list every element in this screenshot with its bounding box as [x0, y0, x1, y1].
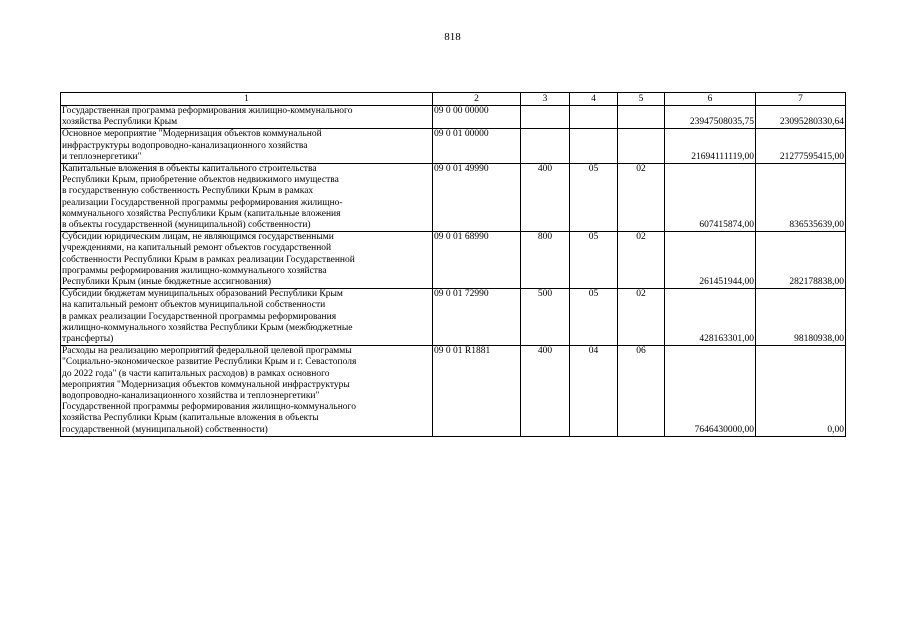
row-col7-cell: 282178838,00 [756, 232, 846, 289]
table-row [61, 164, 846, 232]
row-name-line: Государственная программа реформирования жилищно-коммунального [62, 106, 353, 116]
row-col7-cell: 21277595415,00 [756, 129, 846, 164]
row-name-cell [61, 346, 433, 437]
row-col3-cell: 800 [521, 232, 570, 289]
row-name-cell [61, 106, 433, 129]
row-code-cell: 09 0 00 00000 [433, 106, 521, 129]
page-number: 818 [444, 31, 461, 43]
row-col6-cell: 23947508035,75 [665, 106, 756, 129]
row-name-line: Капитальные вложения в объекты капитального строительства [62, 164, 317, 175]
row-col4-cell: 05 [570, 164, 618, 232]
row-col7-cell: 0,00 [756, 346, 846, 437]
row-name-line: государственной (муниципальной) собственности) [62, 424, 268, 435]
row-name-line: хозяйства Республики Крым [62, 117, 178, 128]
row-name-line: Республики Крым, приобретение объектов недвижимого имущества [62, 175, 339, 186]
row-col4-cell [570, 129, 618, 164]
row-code-cell: 09 0 01 00000 [433, 129, 521, 164]
header-cell: 1 [61, 93, 433, 106]
row-name-line: в рамках реализации Государственной программы реформирования [62, 311, 337, 322]
row-code-cell: 09 0 01 49990 [433, 164, 521, 232]
header-cell: 4 [570, 93, 618, 106]
row-col5-cell: 02 [618, 164, 665, 232]
row-name-line: хозяйства Республики Крым (капитальные вложения в объекты [62, 413, 319, 424]
row-name-cell [61, 129, 433, 164]
row-name-line: жилищно-коммунального хозяйства Республики Крым (межбюджетные [62, 322, 353, 333]
row-name-cell [61, 289, 433, 346]
row-col6-cell: 21694111119,00 [665, 129, 756, 164]
row-col5-cell [618, 129, 665, 164]
row-col4-cell: 04 [570, 346, 618, 437]
row-name-line: Основное мероприятие "Модернизация объектов коммунальной [62, 129, 322, 140]
row-code-cell: 09 0 01 R1881 [433, 346, 521, 437]
row-name-line: коммунального хозяйства Республики Крым (капитальные вложения [62, 208, 341, 219]
row-col3-cell [521, 129, 570, 164]
row-col3-cell: 400 [521, 164, 570, 232]
budget-table [60, 92, 846, 437]
row-col6-cell: 428163301,00 [665, 289, 756, 346]
row-col7-cell: 836535639,00 [756, 164, 846, 232]
row-col5-cell: 06 [618, 346, 665, 437]
row-col7-cell: 98180938,00 [756, 289, 846, 346]
row-col4-cell [570, 106, 618, 129]
header-cell: 6 [665, 93, 756, 106]
row-col6-cell: 261451944,00 [665, 232, 756, 289]
row-name-line: до 2022 года" (в части капитальных расходов) в рамках основного [62, 368, 330, 379]
table-header-row [61, 93, 846, 106]
row-name-line: мероприятия "Модернизация объектов коммунальной инфраструктуры [62, 379, 350, 390]
row-name-line: Государственной программы реформирования жилищно-коммунального [62, 402, 356, 413]
row-col5-cell: 02 [618, 289, 665, 346]
row-col3-cell: 500 [521, 289, 570, 346]
table-row [61, 346, 846, 437]
row-name-line: водопроводно-канализационного хозяйства и теплоэнергетики" [62, 391, 320, 402]
row-col4-cell: 05 [570, 289, 618, 346]
row-code-cell: 09 0 01 72990 [433, 289, 521, 346]
header-cell: 2 [433, 93, 521, 106]
table-row [61, 106, 846, 129]
table-row [61, 289, 846, 346]
row-code-cell: 09 0 01 68990 [433, 232, 521, 289]
row-name-line: учреждениями, на капитальный ремонт объектов государственной [62, 243, 332, 254]
row-col4-cell: 05 [570, 232, 618, 289]
row-name-line: собственности Республики Крым в рамках реализации Государственной [62, 254, 355, 265]
table-row [61, 129, 846, 164]
row-name-line: в государственную собственность Республики Крым в рамках [62, 186, 314, 197]
row-col6-cell: 607415874,00 [665, 164, 756, 232]
row-name-line: инфраструктуры водопроводно-канализационного хозяйства [62, 140, 308, 151]
row-name-line: Субсидии юридическим лицам, не являющимся государственными [62, 232, 334, 243]
row-name-line: и теплоэнергетики" [62, 151, 142, 162]
row-col7-cell: 23095280330,64 [756, 106, 846, 129]
row-col3-cell [521, 106, 570, 129]
header-cell: 5 [618, 93, 665, 106]
row-name-line: Субсидии бюджетам муниципальных образований Республики Крым [62, 289, 343, 300]
row-name-line: "Социально-экономическое развитие Республики Крым и г. Севастополя [62, 357, 357, 368]
table-row [61, 232, 846, 289]
row-col6-cell: 7646430000,00 [665, 346, 756, 437]
header-cell: 3 [521, 93, 570, 106]
row-name-cell [61, 164, 433, 232]
row-name-line: в объекты государственной (муниципальной) собственности) [62, 220, 311, 231]
row-col3-cell: 400 [521, 346, 570, 437]
row-name-line: реализации Государственной программы реформирования жилищно- [62, 197, 343, 208]
row-name-cell [61, 232, 433, 289]
row-col5-cell: 02 [618, 232, 665, 289]
row-name-line: программы реформирования жилищно-коммунального хозяйства [62, 265, 327, 276]
row-name-line: Расходы на реализацию мероприятий федеральной целевой программы [62, 346, 352, 357]
row-name-line: на капитальный ремонт объектов муниципальной собственности [62, 300, 326, 311]
row-name-line: трансферты) [62, 334, 114, 345]
row-col5-cell [618, 106, 665, 129]
header-cell: 7 [756, 93, 846, 106]
row-name-line: Республики Крым (иные бюджетные ассигнования) [62, 277, 272, 288]
